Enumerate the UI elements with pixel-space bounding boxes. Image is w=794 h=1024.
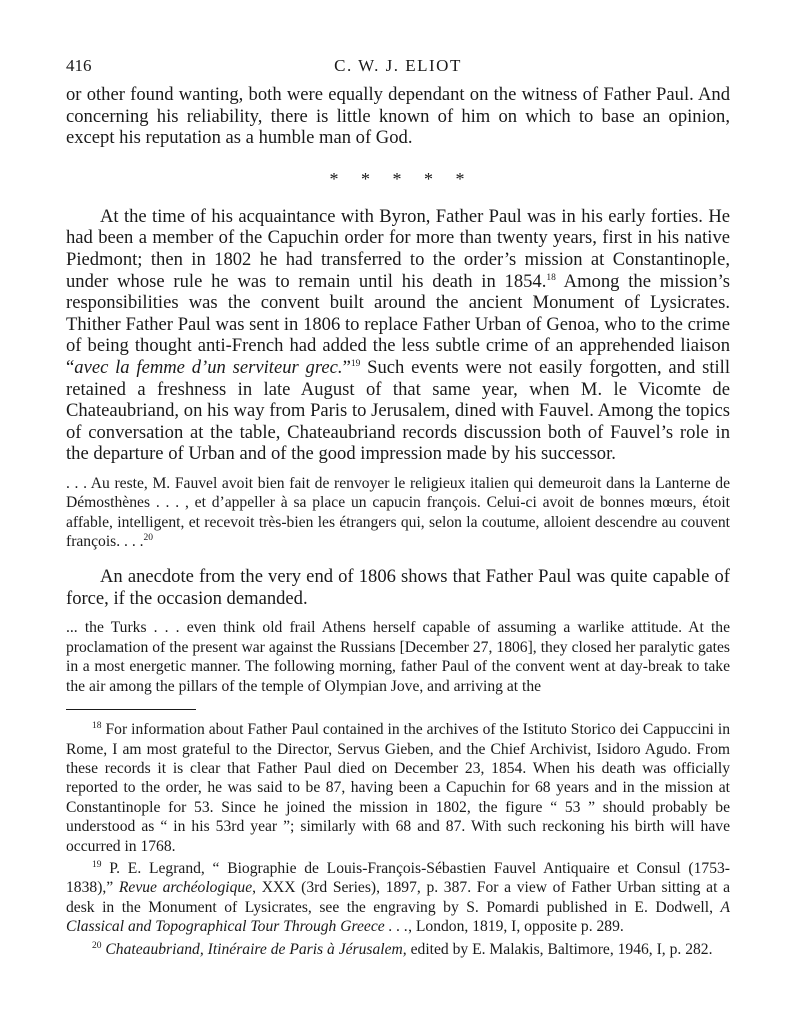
quote-text: . . . Au reste, M. Fauvel avoit bien fait de renvoyer le religieux italien qui demeuroit dans la Lanterne de Démosthènes . . . , et d’appeller à sa place un capucin françois. Celui-ci avoit de bonnes mœurs, étoit affable, intelligent, et recevoit très-bien les étrangers qui, selon la coutume, alloient descendre au couvent françois. . . .: [66, 474, 730, 551]
footnote-text: , XXX (3rd Series), 1897, p. 387. For a view of Father Urban sitting at a desk in the Monument of Lysicrates, see the engraving by S. Pomardi published in E. Dodwell,: [66, 879, 730, 916]
text-segment: At the time of his acquaintance with Byron, Father Paul was in his early forties. He had been a member of the Capuchin order for more than twenty years, first in his native Piedmont; then in 1802 he had transferred to the order’s mission at Constantinople, under whose rule he was to remain until his death in 1854.: [66, 205, 730, 292]
footnote-text: , London, 1819, I, opposite p. 289.: [408, 918, 624, 936]
footnote-18: [66, 720, 730, 856]
footnote-ref-19[interactable]: 19: [350, 358, 361, 369]
footnote-ref-20[interactable]: 20: [143, 533, 154, 544]
journal-title: Revue archéologique: [118, 879, 253, 897]
footnote-number: 20: [92, 940, 102, 951]
paragraph-continuation: or other found wanting, both were equally dependant on the witness of Father Paul. And concerning his reliability, there is little known of him on which to base an opinion, except his reputation as a humble man of God.: [66, 84, 730, 149]
running-head: [66, 56, 730, 84]
paragraph-anecdote: An anecdote from the very end of 1806 shows that Father Paul was quite capable of force, if the occasion demanded.: [66, 565, 730, 609]
page-number: 416: [66, 56, 92, 75]
footnote-number: 19: [92, 859, 102, 870]
book-title: A Classical and Topographical Tour Through Greece . . .: [66, 898, 730, 936]
footnote-number: 18: [92, 720, 102, 731]
footnote-ref-18[interactable]: 18: [546, 272, 556, 283]
running-head-author: C. W. J. ELIOT: [334, 56, 462, 75]
text-segment: ”: [342, 356, 351, 378]
footnote-text: For information about Father Paul contained in the archives of the Istituto Storico dei Cappuccini in Rome, I am most grateful to the Director, Servus Gieben, and the Chief Archivist, Isidoro Agudo. From these records it is clear that Father Paul died on December 23, 1854. When his death was officially reported to the order, he was said to be 87, having been a Capuchin for 68 years and in the mission at Constantinople for 53. Since he joined the mission in 1802, the figure “ 53 ” should probably be understood as “ in his 53rd year ”; similarly with 68 and 87. With such reckoning his birth will have occurred in 1768.: [66, 721, 730, 855]
italic-quote: avec la femme d’un serviteur grec.: [74, 356, 343, 378]
footnote-rule: [66, 709, 196, 710]
footnote-19: [66, 859, 730, 937]
block-quote-turks: ... the Turks . . . even think old frail Athens herself capable of assuming a warlike attitude. At the proclamation of the present war against the Russians [December 27, 1806], they closed her paralytic gates in a most energetic manner. The following morning, father Paul of the convent went at day-break to take the air among the pillars of the temple of Olympian Jove, and arriving at the: [66, 619, 730, 695]
paragraph-father-paul: [66, 206, 730, 465]
section-divider: * * * * *: [329, 168, 467, 189]
block-quote-chateaubriand: [66, 474, 730, 552]
footnote-20: [66, 940, 730, 959]
text-segment: Such events were not easily forgotten, and still retained a freshness in late August of that same year, when M. le Vicomte de Chateaubriand, on his way from Paris to Jerusalem, dined with Fauvel. Among the topics of conversation at the table, Chateaubriand records discussion both of Fauvel’s role in the departure of Urban and of the good impression made by his successor.: [66, 356, 730, 465]
footnote-text: P. E. Legrand, “ Biographie de Louis-François-Sébastien Fauvel Antiquaire et Consul (1753-1838),”: [66, 859, 730, 897]
page: [66, 56, 730, 962]
footnote-text: edited by E. Malakis, Baltimore, 1946, I, p. 282.: [406, 940, 713, 958]
book-title: Chateaubriand, Itinéraire de Paris à Jérusalem,: [105, 940, 407, 958]
text-segment: Among the mission’s responsibilities was the convent built around the ancient Monument of Lysicrates. Thither Father Paul was sent in 1806 to replace Father Urban of Genoa, who to the crime of being thought anti-French had added the less subtle crime of an apprehended liaison “: [66, 270, 731, 378]
